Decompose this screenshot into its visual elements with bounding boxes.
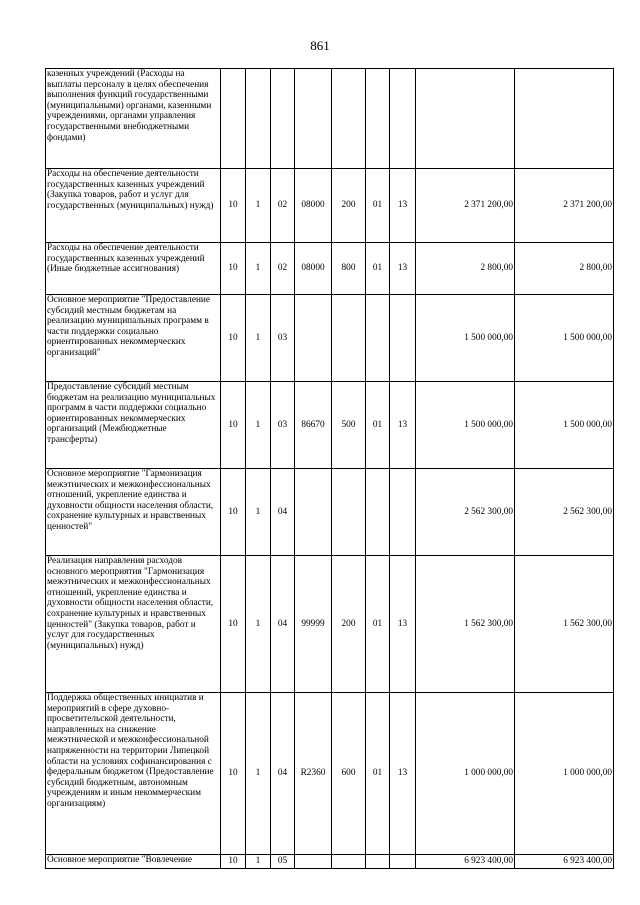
amount-cell: 1 562 300,00 [515, 556, 614, 693]
code-cell [332, 469, 366, 556]
amount-cell: 6 923 400,00 [416, 855, 515, 869]
code-cell: 1 [246, 556, 271, 693]
code-cell [366, 469, 390, 556]
code-cell: 1 [246, 693, 271, 855]
code-cell: 10 [221, 243, 246, 295]
code-cell: 500 [332, 382, 366, 469]
amount-cell: 1 000 000,00 [416, 693, 515, 855]
code-cell [332, 855, 366, 869]
amount-cell: 2 371 200,00 [515, 169, 614, 243]
table-row [46, 469, 614, 556]
code-cell: 86670 [295, 382, 332, 469]
code-cell: 1 [246, 295, 271, 382]
row-description: Основное мероприятие "Вовлечение [46, 855, 221, 869]
code-cell [295, 469, 332, 556]
amount-cell: 1 000 000,00 [515, 693, 614, 855]
table-row [46, 382, 614, 469]
code-cell: 01 [366, 382, 390, 469]
code-cell [295, 855, 332, 869]
budget-table [45, 68, 614, 869]
code-cell: 05 [271, 855, 295, 869]
code-cell: 02 [271, 169, 295, 243]
code-cell: 1 [246, 169, 271, 243]
code-cell: 01 [366, 556, 390, 693]
code-cell: 10 [221, 693, 246, 855]
code-cell [390, 855, 416, 869]
code-cell: 08000 [295, 169, 332, 243]
code-cell: 10 [221, 295, 246, 382]
row-description: Поддержка общественных инициатив и мероприятий в сфере духовно-просветительской деятельности, направленных на снижение межэтнической и межконфессиональной напряженности на территории Липецкой области на условиях софинансирования с федеральным бюджетом (Предоставление субсидий бюджетным, автономным учреждениям и иным некоммерческим организациям) [46, 693, 221, 855]
code-cell: 10 [221, 556, 246, 693]
code-cell: 1 [246, 469, 271, 556]
amount-cell [515, 69, 614, 169]
code-cell: 1 [246, 382, 271, 469]
amount-cell: 2 562 300,00 [515, 469, 614, 556]
code-cell: 13 [390, 169, 416, 243]
code-cell: 01 [366, 243, 390, 295]
code-cell: 03 [271, 382, 295, 469]
code-cell: 10 [221, 382, 246, 469]
code-cell: 200 [332, 556, 366, 693]
row-description: Расходы на обеспечение деятельности государственных казенных учреждений (Закупка товаров, работ и услуг для государственных (муниципальных) нужд) [46, 169, 221, 243]
code-cell: 99999 [295, 556, 332, 693]
code-cell [366, 855, 390, 869]
code-cell: 13 [390, 382, 416, 469]
amount-cell: 2 371 200,00 [416, 169, 515, 243]
code-cell: 10 [221, 855, 246, 869]
code-cell: 1 [246, 855, 271, 869]
code-cell: 04 [271, 469, 295, 556]
table-row [46, 693, 614, 855]
code-cell [295, 69, 332, 169]
code-cell: 10 [221, 469, 246, 556]
code-cell: 01 [366, 693, 390, 855]
code-cell [332, 295, 366, 382]
amount-cell: 1 500 000,00 [515, 382, 614, 469]
code-cell [295, 295, 332, 382]
code-cell [221, 69, 246, 169]
code-cell: 10 [221, 169, 246, 243]
code-cell [271, 69, 295, 169]
code-cell: 200 [332, 169, 366, 243]
code-cell: 04 [271, 556, 295, 693]
code-cell: 04 [271, 693, 295, 855]
code-cell: 800 [332, 243, 366, 295]
table-row [46, 295, 614, 382]
code-cell: R2360 [295, 693, 332, 855]
amount-cell: 2 800,00 [515, 243, 614, 295]
row-description: Реализация направления расходов основного мероприятия "Гармонизация межэтнических и межконфессиональных отношений, укрепление единства и духовности общности населения области, сохранение культурных и нравственных ценностей" (Закупка товаров, работ и услуг для государственных (муниципальных) нужд) [46, 556, 221, 693]
table-row [46, 855, 614, 869]
code-cell: 02 [271, 243, 295, 295]
amount-cell: 1 500 000,00 [416, 382, 515, 469]
table-row [46, 69, 614, 169]
row-description: Предоставление субсидий местным бюджетам на реализацию муниципальных программ в части поддержки социально ориентированных некоммерческих организаций (Межбюджетные трансферты) [46, 382, 221, 469]
code-cell [390, 295, 416, 382]
code-cell: 1 [246, 243, 271, 295]
code-cell: 600 [332, 693, 366, 855]
amount-cell: 2 800,00 [416, 243, 515, 295]
code-cell: 08000 [295, 243, 332, 295]
amount-cell: 1 500 000,00 [515, 295, 614, 382]
amount-cell: 6 923 400,00 [515, 855, 614, 869]
amount-cell [416, 69, 515, 169]
code-cell: 03 [271, 295, 295, 382]
code-cell [366, 69, 390, 169]
amount-cell: 1 562 300,00 [416, 556, 515, 693]
code-cell [390, 469, 416, 556]
row-description: Расходы на обеспечение деятельности государственных казенных учреждений (Иные бюджетные ассигнования) [46, 243, 221, 295]
amount-cell: 1 500 000,00 [416, 295, 515, 382]
code-cell [332, 69, 366, 169]
row-description: Основное мероприятие "Гармонизация межэтнических и межконфессиональных отношений, укрепление единства и духовности общности населения области, сохранение культурных и нравственных ценностей" [46, 469, 221, 556]
code-cell [390, 69, 416, 169]
code-cell [366, 295, 390, 382]
amount-cell: 2 562 300,00 [416, 469, 515, 556]
code-cell: 13 [390, 243, 416, 295]
row-description: Основное мероприятие "Предоставление субсидий местным бюджетам на реализацию муниципальных программ в части поддержки социально ориентированных некоммерческих организаций" [46, 295, 221, 382]
table-row [46, 169, 614, 243]
code-cell: 13 [390, 693, 416, 855]
table-row [46, 556, 614, 693]
row-description: казенных учреждений (Расходы на выплаты персоналу в целях обеспечения выполнения функций государственными (муниципальными) органами, казенными учреждениями, органами управления государственными внебюджетными фондами) [46, 69, 221, 169]
code-cell [246, 69, 271, 169]
code-cell: 13 [390, 556, 416, 693]
code-cell: 01 [366, 169, 390, 243]
table-row [46, 243, 614, 295]
page-number: 861 [310, 38, 330, 53]
